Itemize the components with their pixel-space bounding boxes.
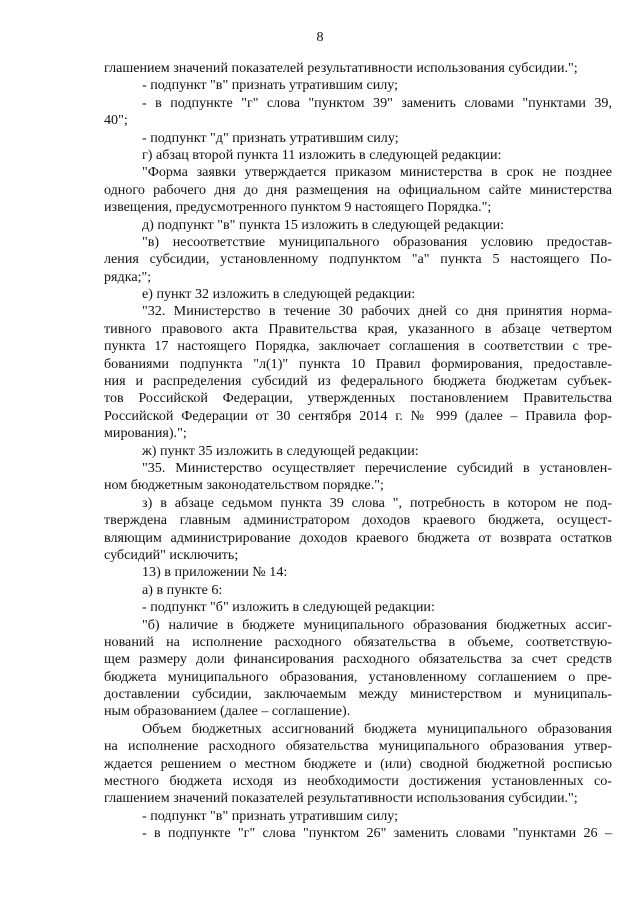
text-line: - подпункт "в" признать утратившим силу; [142, 77, 399, 94]
text-line: извещения, предусмотренного пунктом 9 настоящего Порядка."; [104, 199, 492, 216]
text-line: бюджета муниципального образования, установленному соглашением о пре- [104, 668, 612, 685]
text-line: субсидий" исключить; [104, 546, 239, 563]
text-line: глашением значений показателей результативности использования субсидии."; [104, 60, 578, 76]
text-line: е) пункт 32 изложить в следующей редакции: [142, 286, 416, 303]
text-line: доставлении субсидии, заключаемым между министерством и муниципаль- [104, 686, 612, 703]
text-line: ления субсидии, установленному подпунктом "а" пункта 5 настоящего По- [104, 251, 612, 268]
text-line: глашением значений показателей результативности использования субсидии."; [104, 790, 578, 807]
text-line: "б) наличие в бюджете муниципального образования бюджетных ассиг- [142, 616, 612, 633]
text-line: ния и распределения субсидий из федерального бюджета бюджетам субъек- [104, 373, 612, 390]
text-line: 40"; [104, 112, 128, 129]
text-line: а) в пункте 6: [142, 581, 223, 598]
text-line: тивного правового акта Правительства края, указанного в абзаце четвертом [104, 320, 612, 337]
text-line: - в подпункте "г" слова "пунктом 26" заменить словами "пунктами 26 – [142, 825, 612, 842]
text-line: "в) несоответствие муниципального образования условию предостав- [142, 233, 612, 250]
text-line: "35. Министерство осуществляет перечисление субсидий в установлен- [142, 459, 612, 476]
text-line: "32. Министерство в течение 30 рабочих дней со дня принятия норма- [142, 303, 612, 320]
text-line: - подпункт "б" изложить в следующей редакции: [142, 599, 435, 616]
text-line: з) в абзаце седьмом пункта 39 слова ", потребность в котором не под- [142, 494, 612, 511]
text-line: 13) в приложении № 14: [142, 564, 288, 581]
document-body [104, 60, 612, 843]
text-line: мирования)."; [104, 425, 187, 442]
text-line: - подпункт "д" признать утратившим силу; [142, 129, 399, 146]
text-line: д) подпункт "в" пункта 15 изложить в следующей редакции: [142, 216, 505, 233]
text-line: на исполнение расходного обязательства муниципального образования утвер- [104, 738, 612, 755]
text-line: местного бюджета исходя из необходимости достижения установленных со- [104, 773, 612, 790]
text-line: "Форма заявки утверждается приказом министерства в срок не позднее [142, 164, 612, 181]
text-line: щем размеру доли финансирования расходного обязательства за счет средств [104, 651, 612, 668]
text-line: тов Российской Федерации, утвержденных постановлением Правительства [104, 390, 612, 407]
text-line: ном бюджетным законодательством порядке."; [104, 477, 384, 494]
text-line: пункта 17 настоящего Порядка, заключает соглашения в соответствии с тре- [104, 338, 612, 355]
text-line: ж) пункт 35 изложить в следующей редакции: [142, 442, 419, 459]
text-line: - в подпункте "г" слова "пунктом 39" заменить словами "пунктами 39, [142, 94, 612, 111]
text-line: тверждена главным администратором доходов краевого бюджета, осущест- [104, 512, 612, 529]
text-line: нований на исполнение расходного обязательства в объеме, соответствую- [104, 633, 612, 650]
text-line: - подпункт "в" признать утратившим силу; [142, 807, 399, 824]
text-line: г) абзац второй пункта 11 изложить в следующей редакции: [142, 146, 502, 163]
page-number: 8 [316, 30, 324, 45]
text-line: Объем бюджетных ассигнований бюджета муниципального образования [142, 720, 612, 737]
text-line: бованиями подпункта "л(1)" пункта 10 Правил формирования, предоставле- [104, 355, 612, 372]
text-line: Российской Федерации от 30 сентября 2014 г. № 999 (далее – Правила фор- [104, 407, 612, 424]
text-line: одного рабочего дня до дня размещения на официальном сайте министерства [104, 181, 612, 198]
text-line: ным образованием (далее – соглашение). [104, 703, 351, 720]
text-line: ждается решением о местном бюджете и (или) сводной бюджетной росписью [104, 755, 612, 772]
text-line: вляющим администрирование доходов краевого бюджета от возврата остатков [104, 529, 612, 546]
text-line: рядка;"; [104, 268, 152, 285]
